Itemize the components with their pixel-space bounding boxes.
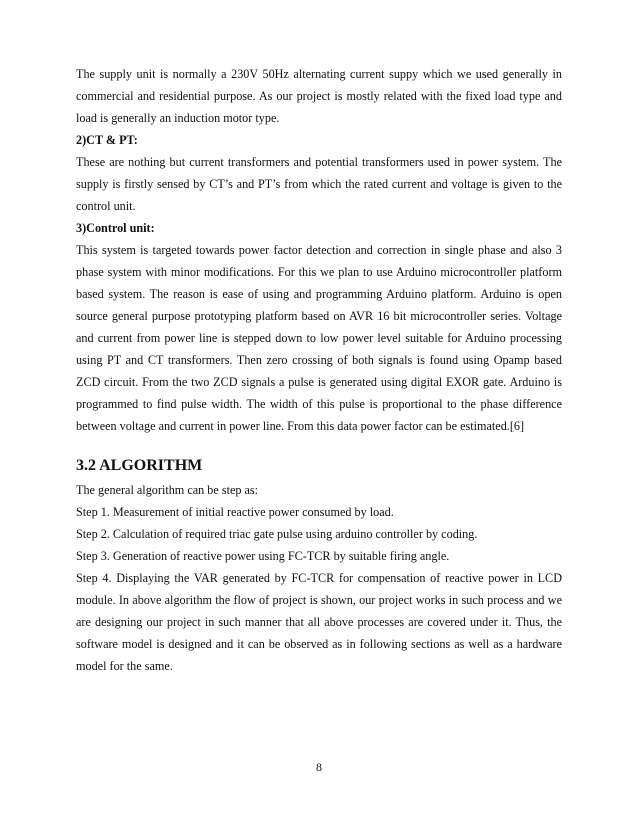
page-body: [76, 63, 562, 677]
algorithm-step-1: Step 1. Measurement of initial reactive power consumed by load.: [76, 505, 394, 519]
algorithm-heading: 3.2 ALGORITHM: [76, 457, 203, 474]
ct-pt-heading: 2)CT & PT:: [76, 133, 138, 147]
control-unit-paragraph: This system is targeted towards power factor detection and correction in single phase and also 3 phase system with minor modifications. For this we plan to use Arduino microcontroller platform based system. The reason is ease of using and programming Arduino platform. Arduino is open source general purpose prototyping platform based on AVR 16 bit microcontroller series. Voltage and current from power line is stepped down to low power level suitable for Arduino processing using PT and CT transformers. Then zero crossing of both signals is found using Opamp based ZCD circuit. From the two ZCD signals a pulse is generated using digital EXOR gate. Arduino is programmed to find pulse width. The width of this pulse is proportional to the phase difference between voltage and current in power line. From this data power factor can be estimated.[6]: [76, 243, 562, 433]
control-unit-heading: 3)Control unit:: [76, 221, 155, 235]
ct-pt-paragraph: These are nothing but current transformers and potential transformers used in power system. The supply is firstly sensed by CT’s and PT’s from which the rated current and voltage is given to the control unit.: [76, 155, 562, 213]
page-number: 8: [316, 760, 322, 774]
algorithm-intro: The general algorithm can be step as:: [76, 483, 259, 497]
algorithm-step-3: Step 3. Generation of reactive power using FC-TCR by suitable firing angle.: [76, 549, 450, 563]
algorithm-step-4: Step 4. Displaying the VAR generated by FC-TCR for compensation of reactive power in LCD module. In above algorithm the flow of project is shown, our project works in such process and we are designing our project in such manner that all above processes are covered under it. Thus, the software model is designed and it can be observed as in following sections as well as a hardware model for the same.: [76, 571, 562, 673]
supply-unit-paragraph: The supply unit is normally a 230V 50Hz alternating current suppy which we used generally in commercial and residential purpose. As our project is mostly related with the fixed load type and load is generally an induction motor type.: [76, 67, 562, 125]
algorithm-step-2: Step 2. Calculation of required triac gate pulse using arduino controller by coding.: [76, 527, 478, 541]
